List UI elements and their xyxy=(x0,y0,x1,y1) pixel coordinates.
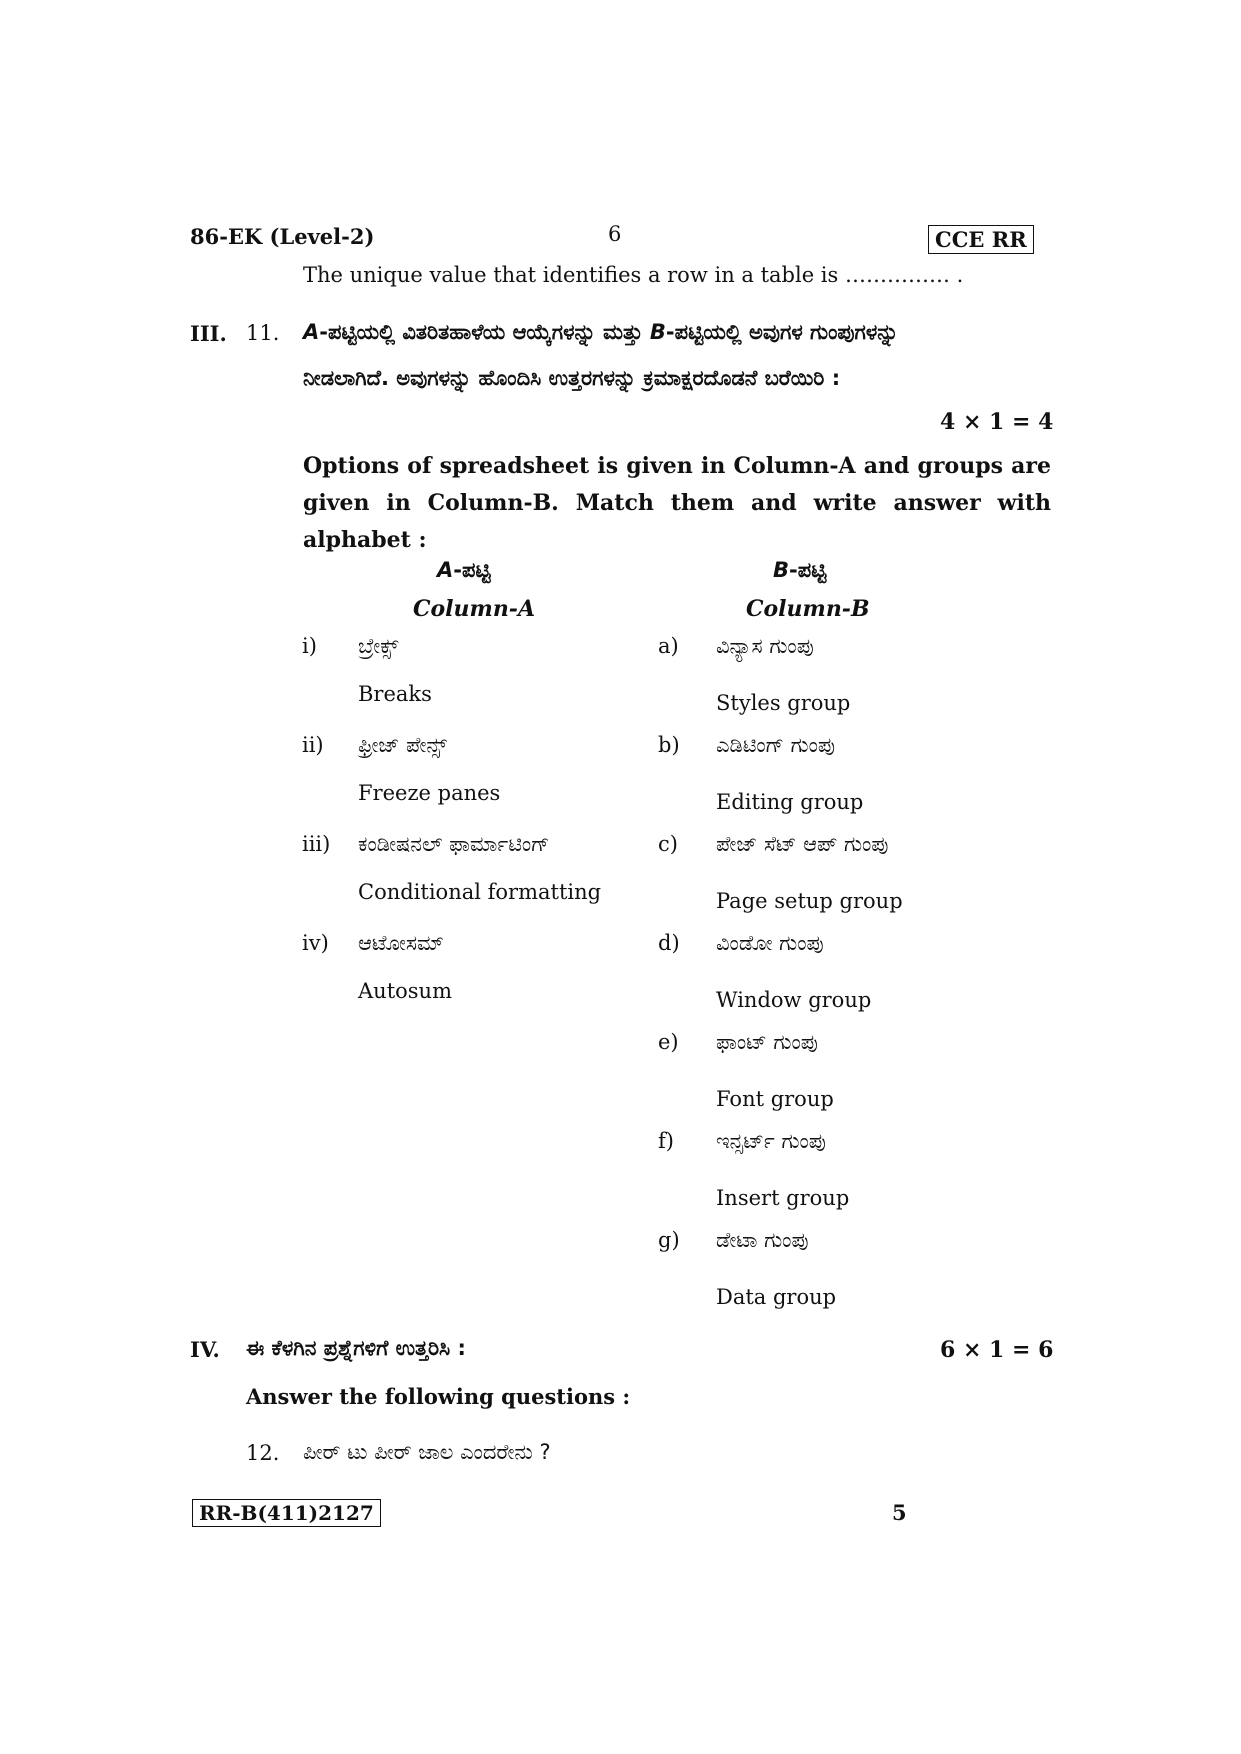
column-b-label: b) xyxy=(658,733,680,757)
column-b-label: e) xyxy=(658,1030,679,1054)
column-b-item-english: Font group xyxy=(716,1087,834,1111)
column-a-item-english: Autosum xyxy=(358,979,452,1003)
kannada-text: -ಪಟ್ಟಿಯಲ್ಲಿ ಅವುಗಳ ಗುಂಪುಗಳನ್ನು xyxy=(665,320,899,344)
column-b-heading-kannada: -ಪಟ್ಟಿ xyxy=(789,558,827,582)
column-a-heading-kannada: -ಪಟ್ಟಿ xyxy=(453,558,491,582)
column-b-item-kannada: ಇನ್ಸರ್ಟ್ ಗುಂಪು xyxy=(716,1129,826,1153)
column-b-heading-letter: B xyxy=(773,558,790,582)
column-b-label: a) xyxy=(658,634,679,658)
column-a-heading-letter: A xyxy=(437,558,454,582)
question-12-kannada: ಪೀರ್ ಟು ಪೀರ್ ಜಾಲ ಎಂದರೇನು ? xyxy=(303,1440,551,1464)
column-a-item-kannada: ಫ್ರೀಜ್ ಪೇನ್ಸ್ xyxy=(358,733,447,757)
cce-badge: CCE RR xyxy=(928,225,1034,254)
column-a-item-english: Freeze panes xyxy=(358,781,501,805)
column-b-label: f) xyxy=(658,1129,674,1153)
column-a-item-english: Conditional formatting xyxy=(358,880,602,904)
section-iv-numeral: IV. xyxy=(190,1337,220,1362)
column-a-heading: Column-A xyxy=(413,596,536,622)
section-iii-marks: 4 × 1 = 4 xyxy=(940,409,1054,435)
column-b-item-english: Data group xyxy=(716,1285,837,1309)
column-a-item-english: Breaks xyxy=(358,682,432,706)
section-iv-english-heading: Answer the following questions : xyxy=(246,1384,631,1409)
fill-blank-question: The unique value that identifies a row in a table is …………… . xyxy=(303,263,964,287)
column-a-item-kannada: ಆಟೋಸಮ್ xyxy=(358,931,444,955)
column-b-item-kannada: ಫಾಂಟ್ ಗುಂಪು xyxy=(716,1030,818,1054)
column-b-label: g) xyxy=(658,1228,680,1252)
column-b-label: d) xyxy=(658,931,680,955)
column-a-kannada-heading xyxy=(437,558,491,583)
section-iii-numeral: III. xyxy=(190,321,227,346)
section-iv-kannada-heading: ಈ ಕೆಳಗಿನ ಪ್ರಶ್ನೆಗಳಿಗೆ ಉತ್ತರಿಸಿ : xyxy=(246,1336,466,1360)
column-b-item-kannada: ಪೇಜ್ ಸೆಟ್ ಆಪ್ ಗುಂಪು xyxy=(716,832,889,856)
column-b-item-english: Insert group xyxy=(716,1186,850,1210)
paper-code: 86-EK (Level-2) xyxy=(190,224,375,249)
section-iv-marks: 6 × 1 = 6 xyxy=(940,1337,1054,1363)
column-a-letter: A xyxy=(303,320,320,344)
column-b-item-english: Page setup group xyxy=(716,889,903,913)
column-b-item-english: Styles group xyxy=(716,691,851,715)
column-b-kannada-heading xyxy=(773,558,826,583)
column-b-item-kannada: ವಿಂಡೋ ಗುಂಪು xyxy=(716,931,824,955)
column-b-item-english: Editing group xyxy=(716,790,864,814)
column-b-item-kannada: ವಿನ್ಯಾಸ ಗುಂಪು xyxy=(716,634,814,658)
column-a-item-kannada: ಬ್ರೇಕ್ಸ್ xyxy=(358,634,399,658)
question-12-number: 12. xyxy=(246,1441,280,1465)
column-b-item-kannada: ಡೇಟಾ ಗುಂಪು xyxy=(716,1228,809,1252)
column-b-item-kannada: ಎಡಿಟಿಂಗ್ ಗುಂಪು xyxy=(716,733,836,757)
question-11-kannada-line-1 xyxy=(303,320,898,345)
question-11-number: 11. xyxy=(246,321,280,345)
column-b-label: c) xyxy=(658,832,678,856)
column-a-label: iii) xyxy=(302,832,331,856)
kannada-text: -ಪಟ್ಟಿಯಲ್ಲಿ ವಿತರಿತಹಾಳೆಯ ಆಯ್ಕೆಗಳನ್ನು ಮತ್ತು xyxy=(319,320,650,344)
column-b-item-english: Window group xyxy=(716,988,872,1012)
column-a-label: iv) xyxy=(302,931,329,955)
column-a-label: ii) xyxy=(302,733,324,757)
footer-code: RR-B(411)2127 xyxy=(192,1499,381,1527)
question-11-kannada-line-2: ನೀಡಲಾಗಿದೆ. ಅವುಗಳನ್ನು ಹೊಂದಿಸಿ ಉತ್ತರಗಳನ್ನು ಕ್ರಮಾಕ್ಷರದೊಡನೆ ಬರೆಯಿರಿ : xyxy=(303,366,841,390)
column-b-heading: Column-B xyxy=(746,596,870,622)
column-a-label: i) xyxy=(302,634,317,658)
column-a-item-kannada: ಕಂಡೀಷನಲ್ ಫಾರ್ಮಾಟಿಂಗ್ xyxy=(358,832,550,856)
page-number: 6 xyxy=(608,222,622,246)
footer-page-number: 5 xyxy=(892,1500,907,1525)
question-11-english-instruction: Options of spreadsheet is given in Column-A and groups are given in Column-B. Match them and write answer with alphabet : xyxy=(303,453,1051,553)
column-b-letter: B xyxy=(649,320,666,344)
